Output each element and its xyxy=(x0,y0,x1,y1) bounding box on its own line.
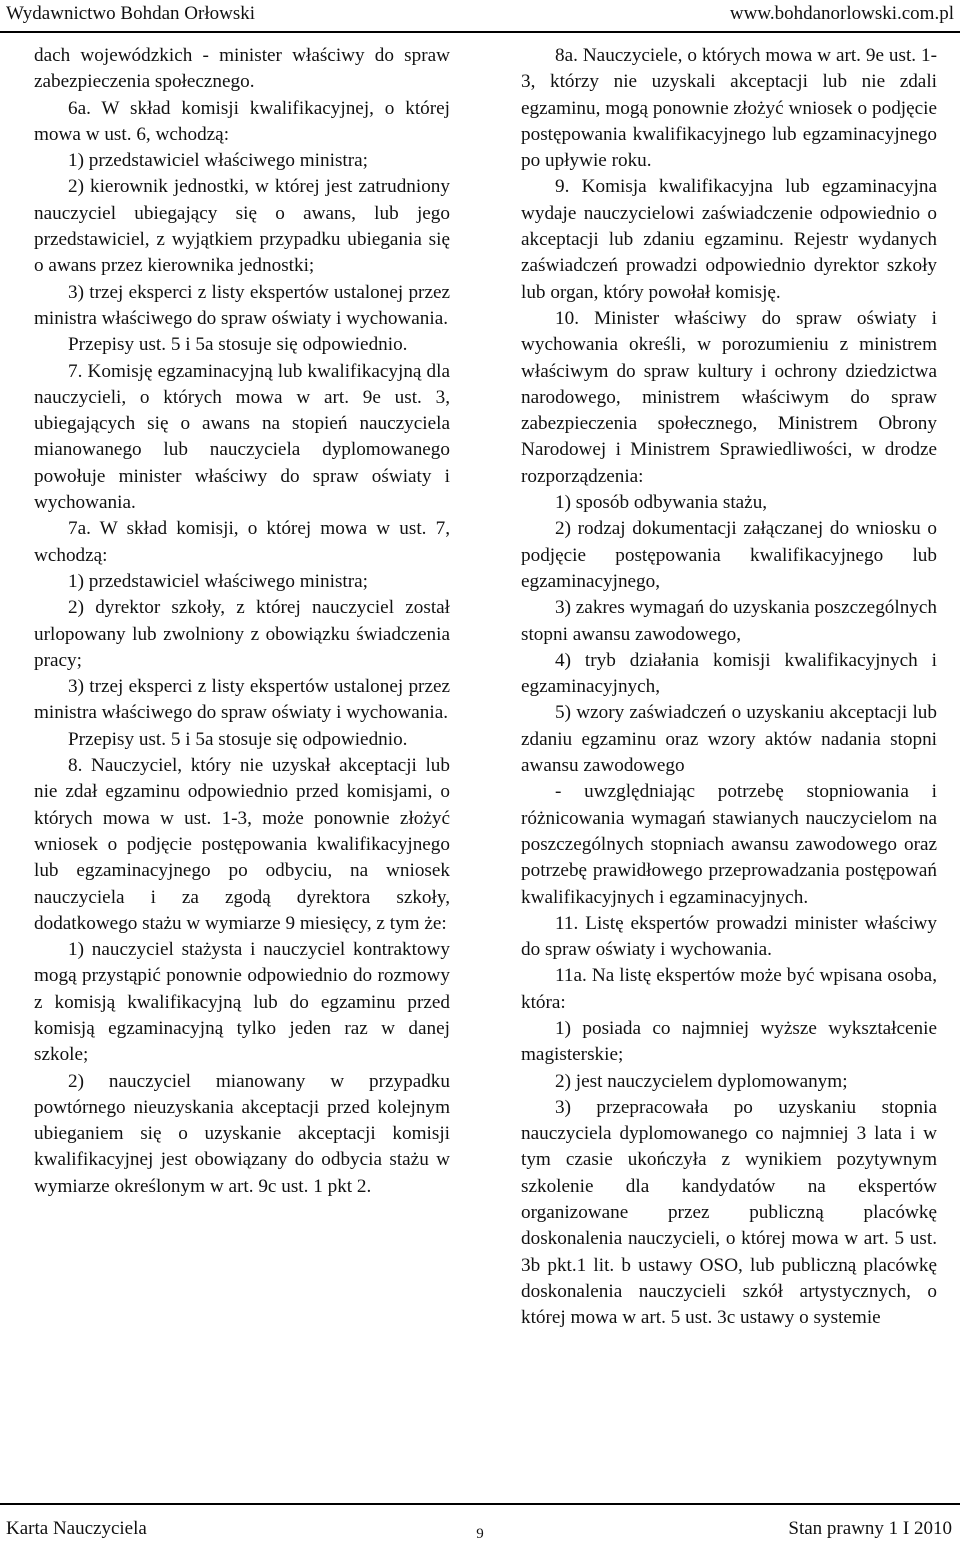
header-rule xyxy=(0,31,960,33)
paragraph: 3) przepracowała po uzyskaniu stopnia nauczyciela dyplomowanego co najmniej 3 lata i w tym czasie ukończyła z wynikiem pozytywnym szkolenie dla kandydatów na ekspertów organizowane przez publiczną placówkę doskonalenia nauczycieli, o której mowa w art. 5 ust. 3b pkt.1 lit. b ustawy OSO, lub publiczną placówkę doskonalenia nauczycieli szkół artystycznych, o której mowa w art. 5 ust. 3c ustawy o systemie xyxy=(521,1096,937,1329)
publisher-name: Wydawnictwo Bohdan Orłowski xyxy=(6,3,255,24)
paragraph: 10. Minister właściwy do spraw oświaty i wychowania określi, w porozumieniu z ministrem właściwym do spraw kultury i ochrony dziedzictwa narodowego, ministrem właściwym do spraw zabezpieczenia społecznego, Ministrem Obrony Narodowej i Ministrem Sprawiedliwości, w drodze rozporządzenia: xyxy=(521,307,937,487)
paragraph: 6a. W skład komisji kwalifikacyjnej, o której mowa w ust. 6, wchodzą: xyxy=(34,97,450,145)
paragraph: 3) trzej eksperci z listy ekspertów ustalonej przez ministra właściwego do spraw oświaty i wychowania. xyxy=(34,281,450,329)
paragraph: 8a. Nauczyciele, o których mowa w art. 9e ust. 1-3, którzy nie uzyskali akceptacji lub nie zdali egzaminu, mogą ponownie złożyć wniosek o podjęcie postępowania kwalifikacyjnego lub egzaminacyjnego po upływie roku. xyxy=(521,45,937,172)
legal-status: Stan prawny 1 I 2010 xyxy=(788,1518,952,1539)
paragraph: - uwzględniając potrzebę stopniowania i różnicowania wymagań stawianych nauczycielom na poszczególnych stopniach awansu zawodowego oraz potrzebę prawidłowego przeprowadzania postępowań kwalifikacyjnych i egzaminacyjnych. xyxy=(521,781,937,908)
paragraph: 11. Listę ekspertów prowadzi minister właściwy do spraw oświaty i wychowania. xyxy=(521,912,937,961)
paragraph: 3) zakres wymagań do uzyskania poszczególnych stopni awansu zawodowego, xyxy=(521,597,938,645)
paragraph: 2) rodzaj dokumentacji załączanej do wniosku o podjęcie postępowania kwalifikacyjnego lub egzaminacyjnego, xyxy=(521,518,937,592)
paragraph: 1) przedstawiciel właściwego ministra; xyxy=(68,150,368,172)
paragraph: 7. Komisję egzaminacyjną lub kwalifikacyjną dla nauczycieli, o których mowa w art. 9e ust. 3, ubiegających się o awans na stopień nauczyciela mianowanego lub nauczyciela dyplomowanego powołuje minister właściwy do spraw oświaty i wychowania. xyxy=(34,360,450,514)
paragraph: 5) wzory zaświadczeń o uzyskaniu akceptacji lub zdaniu egzaminu oraz wzory aktów nadania stopni awansu zawodowego xyxy=(521,702,937,777)
paragraph: 1) posiada co najmniej wyższe wykształcenie magisterskie; xyxy=(521,1017,937,1066)
paragraph: Przepisy ust. 5 i 5a stosuje się odpowiednio. xyxy=(68,334,408,356)
left-column xyxy=(34,43,450,1200)
page-header xyxy=(0,0,960,30)
paragraph: dach wojewódzkich - minister właściwy do spraw zabezpieczenia społecznego. xyxy=(34,45,450,93)
paragraph: 2) nauczyciel mianowany w przypadku powtórnego nieuzyskania akceptacji przed kolejnym ubieganiem się o uzyskanie akceptacji komisji kwalifikacyjnej jest obowiązany do odbycia stażu w wymiarze określonym w art. 9c ust. 1 pkt 2. xyxy=(34,1070,450,1197)
paragraph: 1) nauczyciel stażysta i nauczyciel kontraktowy mogą przystąpić ponownie odpowiednio do rozmowy z komisją kwalifikacyjną lub do egzaminu przed komisją egzaminacyjną tylko jeden raz w danej szkole; xyxy=(34,939,450,1066)
publisher-website: www.bohdanorlowski.com.pl xyxy=(729,3,954,24)
page-footer xyxy=(0,1514,960,1549)
paragraph: 9. Komisja kwalifikacyjna lub egzaminacyjna wydaje nauczycielowi zaświadczenie odpowiednio o akceptacji lub zdaniu egzaminu. Rejestr wydanych zaświadczeń prowadzi odpowiednio dyrektor szkoły lub organ, który powołał komisję. xyxy=(521,176,937,303)
paragraph: 2) dyrektor szkoły, z której nauczyciel został urlopowany lub zwolniony z obowiązku świadczenia pracy; xyxy=(34,597,450,671)
paragraph: 2) jest nauczycielem dyplomowanym; xyxy=(555,1070,848,1092)
footer-rule xyxy=(0,1503,960,1505)
paragraph: 1) sposób odbywania stażu, xyxy=(555,492,768,514)
paragraph: 1) przedstawiciel właściwego ministra; xyxy=(68,570,368,592)
paragraph: 8. Nauczyciel, który nie uzyskał akceptacji lub nie zdał egzaminu odpowiednio przed komisjami, o których mowa w ust. 1-3, może ponownie złożyć wniosek o podjęcie postępowania kwalifikacyjnego lub egzaminacyjnego po odbyciu, na wniosek nauczyciela i za zgodą dyrektora szkoły, dodatkowego stażu w wymiarze 9 miesięcy, z tym że: xyxy=(34,755,450,934)
page-number: 9 xyxy=(476,1526,484,1542)
paragraph: 4) tryb działania komisji kwalifikacyjnych i egzaminacyjnych, xyxy=(521,649,937,698)
document-title: Karta Nauczyciela xyxy=(6,1518,147,1539)
paragraph: 7a. W skład komisji, o której mowa w ust. 7, wchodzą: xyxy=(34,518,450,566)
paragraph: Przepisy ust. 5 i 5a stosuje się odpowiednio. xyxy=(68,728,408,750)
right-column xyxy=(521,43,937,1332)
paragraph: 2) kierownik jednostki, w której jest zatrudniony nauczyciel ubiegający się o awans, lub jego przedstawiciel, z wyjątkiem przypadku ubiegania się o awans przez kierownika jednostki; xyxy=(34,176,450,277)
paragraph: 11a. Na listę ekspertów może być wpisana osoba, która: xyxy=(521,965,937,1013)
paragraph: 3) trzej eksperci z listy ekspertów ustalonej przez ministra właściwego do spraw oświaty i wychowania. xyxy=(34,676,450,724)
